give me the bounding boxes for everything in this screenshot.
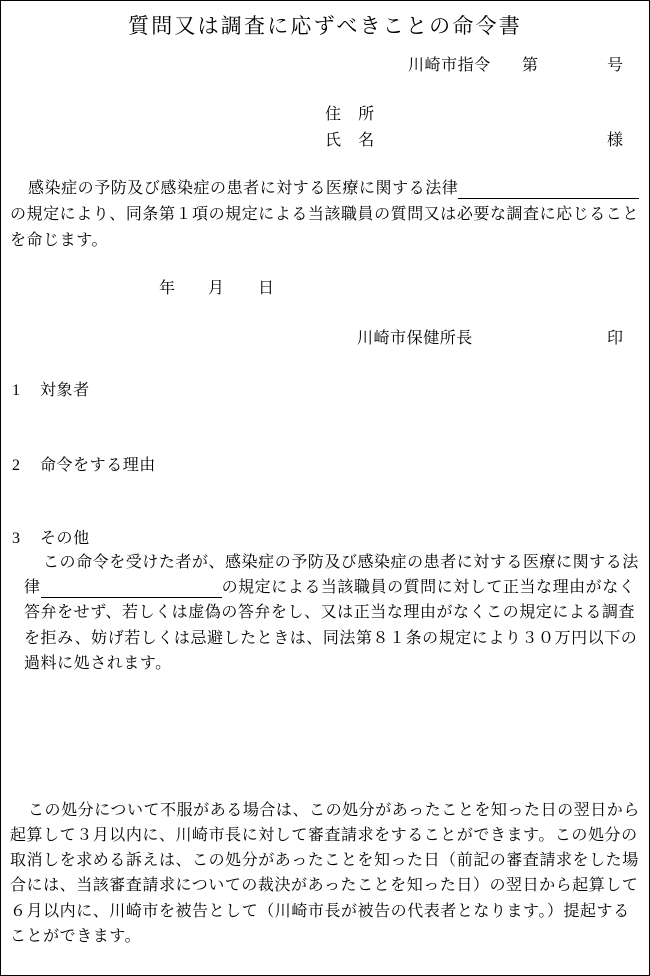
item-3-body-line-2-end: の規定による当該職員の質問に対して正当な理由がなく bbox=[221, 579, 636, 596]
law-number-blank bbox=[41, 580, 222, 598]
reference-prefix: 第 bbox=[522, 57, 539, 74]
address-label: 住 所 bbox=[325, 106, 375, 123]
appeal-notice-line-3: 取消しを求める訴えは、この処分があったことを知った日（前記の審査請求をした場 bbox=[10, 852, 639, 869]
order-text-line-1-text: 感染症の予防及び感染症の患者に対する医療に関する法律 bbox=[28, 180, 459, 197]
reference-suffix: 号 bbox=[607, 57, 624, 74]
appeal-notice-line-5: ６月以内に、川崎市を被告として（川崎市長が被告の代表者となります。）提起する bbox=[10, 903, 630, 920]
item-3-body-line-2 bbox=[24, 578, 635, 598]
appeal-notice-line-4: 合には、当該審査請求についての裁決があったことを知った日）の翌日から起算して bbox=[10, 877, 639, 894]
item-3-body-line-4: を拒み、妨げ若しくは忌避したときは、同法第８１条の規定により３０万円以下の bbox=[24, 630, 638, 647]
item-3-number: 3 bbox=[12, 530, 21, 547]
issuer-title: 川崎市保健所長 bbox=[357, 330, 473, 347]
law-article-blank bbox=[458, 181, 639, 199]
date-day: 日 bbox=[258, 280, 275, 297]
appeal-notice-line-6: ことができます。 bbox=[10, 928, 142, 945]
item-3-body-line-1: この命令を受けた者が、感染症の予防及び感染症の患者に対する医療に関する法 bbox=[43, 554, 639, 571]
name-label: 氏 名 bbox=[325, 132, 375, 149]
item-1-number: 1 bbox=[12, 382, 21, 399]
order-text-line-2: の規定により、同条第１項の規定による当該職員の質問又は必要な調査に応じること bbox=[10, 206, 639, 223]
order-text-line-1 bbox=[28, 179, 639, 199]
item-3-label: その他 bbox=[40, 530, 90, 547]
item-3-body-line-3: 答弁をせず、若しくは虚偽の答弁をし、又は正当な理由がなくこの規定による調査 bbox=[24, 604, 636, 621]
document-title: 質問又は調査に応ずべきことの命令書 bbox=[128, 14, 522, 38]
item-1-label: 対象者 bbox=[40, 382, 90, 399]
reference-issuer: 川崎市指令 bbox=[408, 57, 491, 74]
appeal-notice-line-2: 起算して３月以内に、川崎市長に対して審査請求をすることができます。この処分の bbox=[10, 827, 638, 844]
item-3-body-line-2-start: 律 bbox=[24, 579, 41, 596]
honorific: 様 bbox=[607, 132, 624, 149]
appeal-notice-line-1: この処分について不服がある場合は、この処分があったことを知った日の翌日から bbox=[28, 802, 640, 819]
order-text-line-3: を命じます。 bbox=[10, 232, 109, 249]
item-2-number: 2 bbox=[12, 457, 21, 474]
item-3-body-line-5: 過料に処されます。 bbox=[24, 655, 172, 672]
issuer-seal: 印 bbox=[607, 330, 624, 347]
date-month: 月 bbox=[208, 280, 225, 297]
date-year: 年 bbox=[159, 280, 176, 297]
item-2-label: 命令をする理由 bbox=[40, 457, 156, 474]
